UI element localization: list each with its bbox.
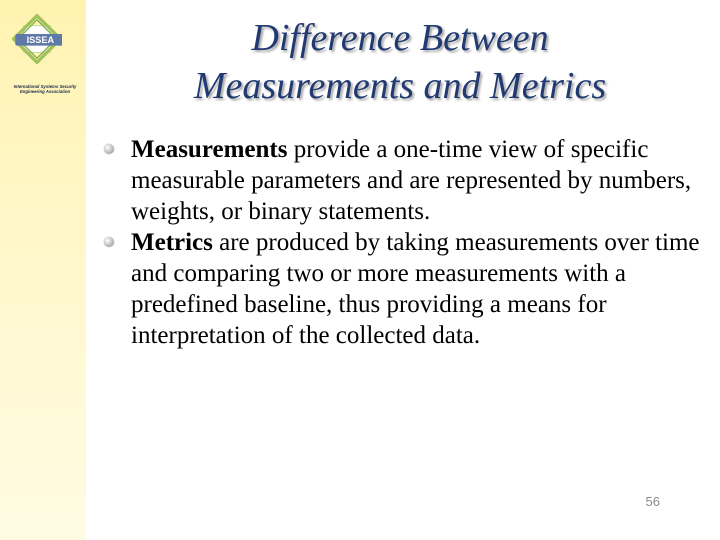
issea-logo (0, 8, 86, 98)
slide-title-line1: Difference Between (251, 17, 549, 59)
logo-tagline-line1: International Systems Security (13, 84, 77, 89)
bullet-item-metrics (104, 227, 700, 351)
sidebar-panel (0, 0, 86, 540)
bullet-term: Measurements (131, 136, 288, 163)
slide-title (100, 14, 700, 110)
bullet-list (104, 134, 700, 351)
logo-name: ISSEA (26, 35, 55, 46)
bullet-term: Metrics (131, 229, 213, 256)
bullet-dot-icon (104, 144, 114, 154)
bullet-text: are produced by taking measurements over time and comparing two or more measurements with a predefined baseline, thus providing a means for interpretation of the collected data. (131, 229, 700, 349)
logo-tagline (2, 84, 88, 94)
issea-diamond-logo-icon (12, 14, 62, 64)
logo-tagline-line2: Engineering Association (19, 89, 71, 94)
bullet-dot-icon (104, 237, 114, 247)
page-number: 56 (645, 494, 660, 509)
slide-title-line2: Measurements and Metrics (193, 65, 607, 107)
bullet-item-measurements (104, 134, 700, 227)
bullet-text: provide a one-time view of specific measurable parameters and are represented by numbers, weights, or binary statements. (131, 136, 692, 225)
